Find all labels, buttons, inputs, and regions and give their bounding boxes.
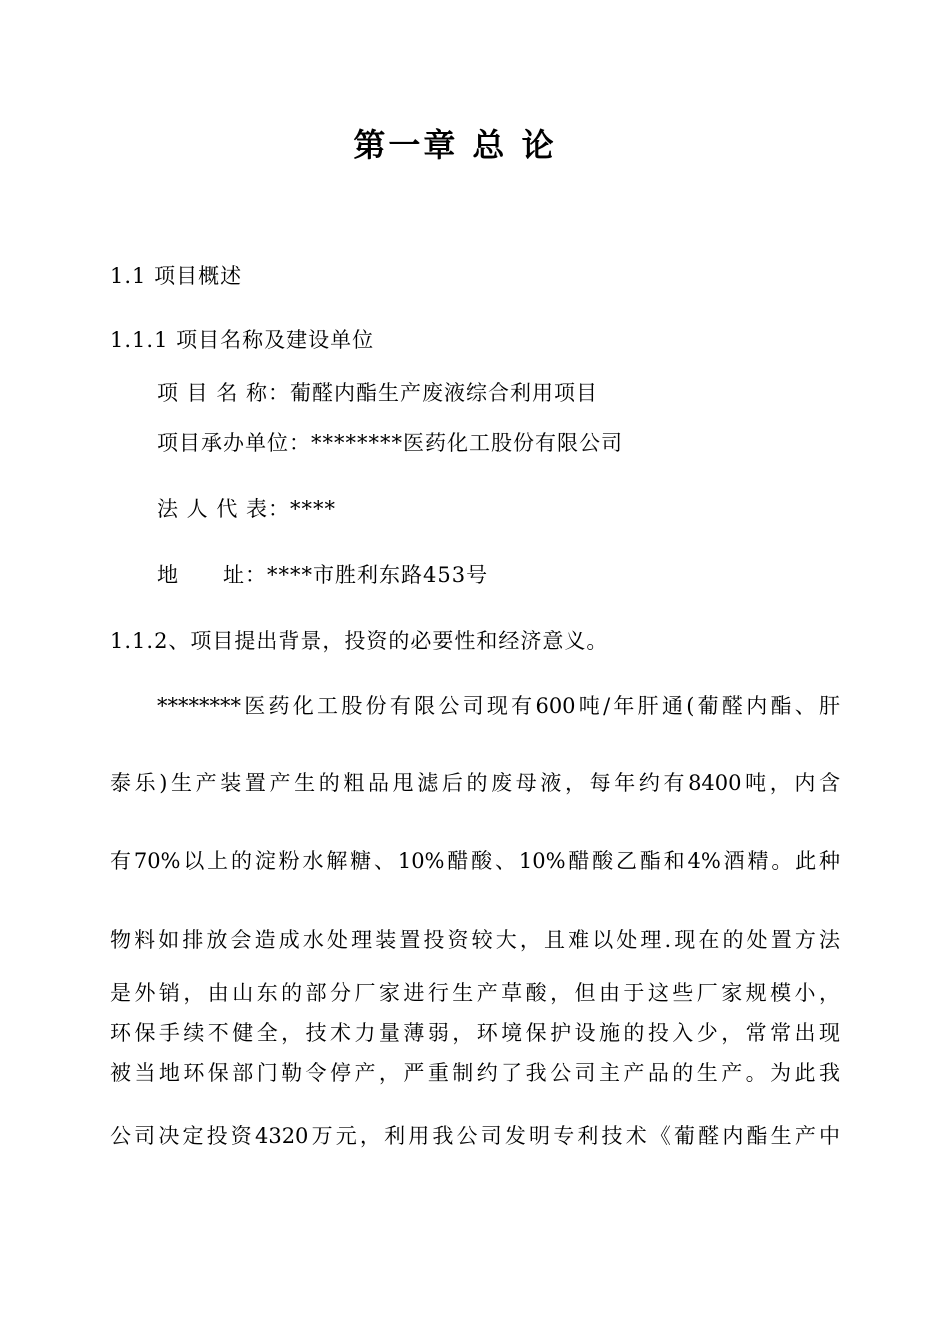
body-line-7: 被当地环保部门勒令停产，严重制约了我公司主产品的生产。为此我 <box>110 1061 840 1085</box>
project-name-label: 项 目 名 称： <box>157 381 291 405</box>
project-name-row <box>157 383 598 404</box>
project-name-value: 葡醛内酯生产废液综合利用项目 <box>290 381 599 405</box>
legal-rep-label: 法 人 代 表： <box>157 497 291 521</box>
address-row <box>157 565 488 586</box>
body-line-3: 有70%以上的淀粉水解糖、10%醋酸、10%醋酸乙酯和4%酒精。此种 <box>110 849 840 873</box>
body-line-4: 物料如排放会造成水处理装置投资较大，且难以处理.现在的处置方法 <box>110 928 840 952</box>
address-label: 地 址： <box>157 563 267 587</box>
body-line-1: ********医药化工股份有限公司现有600吨/年肝通(葡醛内酯、肝 <box>157 694 840 718</box>
address-value: ****市胜利东路453号 <box>267 563 489 587</box>
project-unit-value: ********医药化工股份有限公司 <box>311 431 623 455</box>
section-1-1-1-heading: 1.1.1 项目名称及建设单位 <box>110 328 375 352</box>
section-1-1-2-heading: 1.1.2、项目提出背景，投资的必要性和经济意义。 <box>110 629 609 653</box>
chapter-number: 第一章 <box>353 126 459 164</box>
body-line-5: 是外销，由山东的部分厂家进行生产草酸，但由于这些厂家规模小， <box>110 981 840 1005</box>
section-1-1-heading: 1.1 项目概述 <box>110 264 243 288</box>
body-line-8: 公司决定投资4320万元，利用我公司发明专利技术《葡醛内酯生产中 <box>110 1124 840 1148</box>
legal-rep-row <box>157 499 336 520</box>
body-line-2: 泰乐)生产装置产生的粗品甩滤后的废母液，每年约有8400吨，内含 <box>110 771 840 795</box>
chapter-title <box>0 120 910 166</box>
legal-rep-value: **** <box>290 497 337 521</box>
chapter-heading: 总 论 <box>472 126 557 164</box>
project-unit-label: 项目承办单位： <box>157 431 311 455</box>
project-unit-row <box>157 433 623 454</box>
body-line-6: 环保手续不健全，技术力量薄弱，环境保护设施的投入少，常常出现 <box>110 1021 840 1045</box>
